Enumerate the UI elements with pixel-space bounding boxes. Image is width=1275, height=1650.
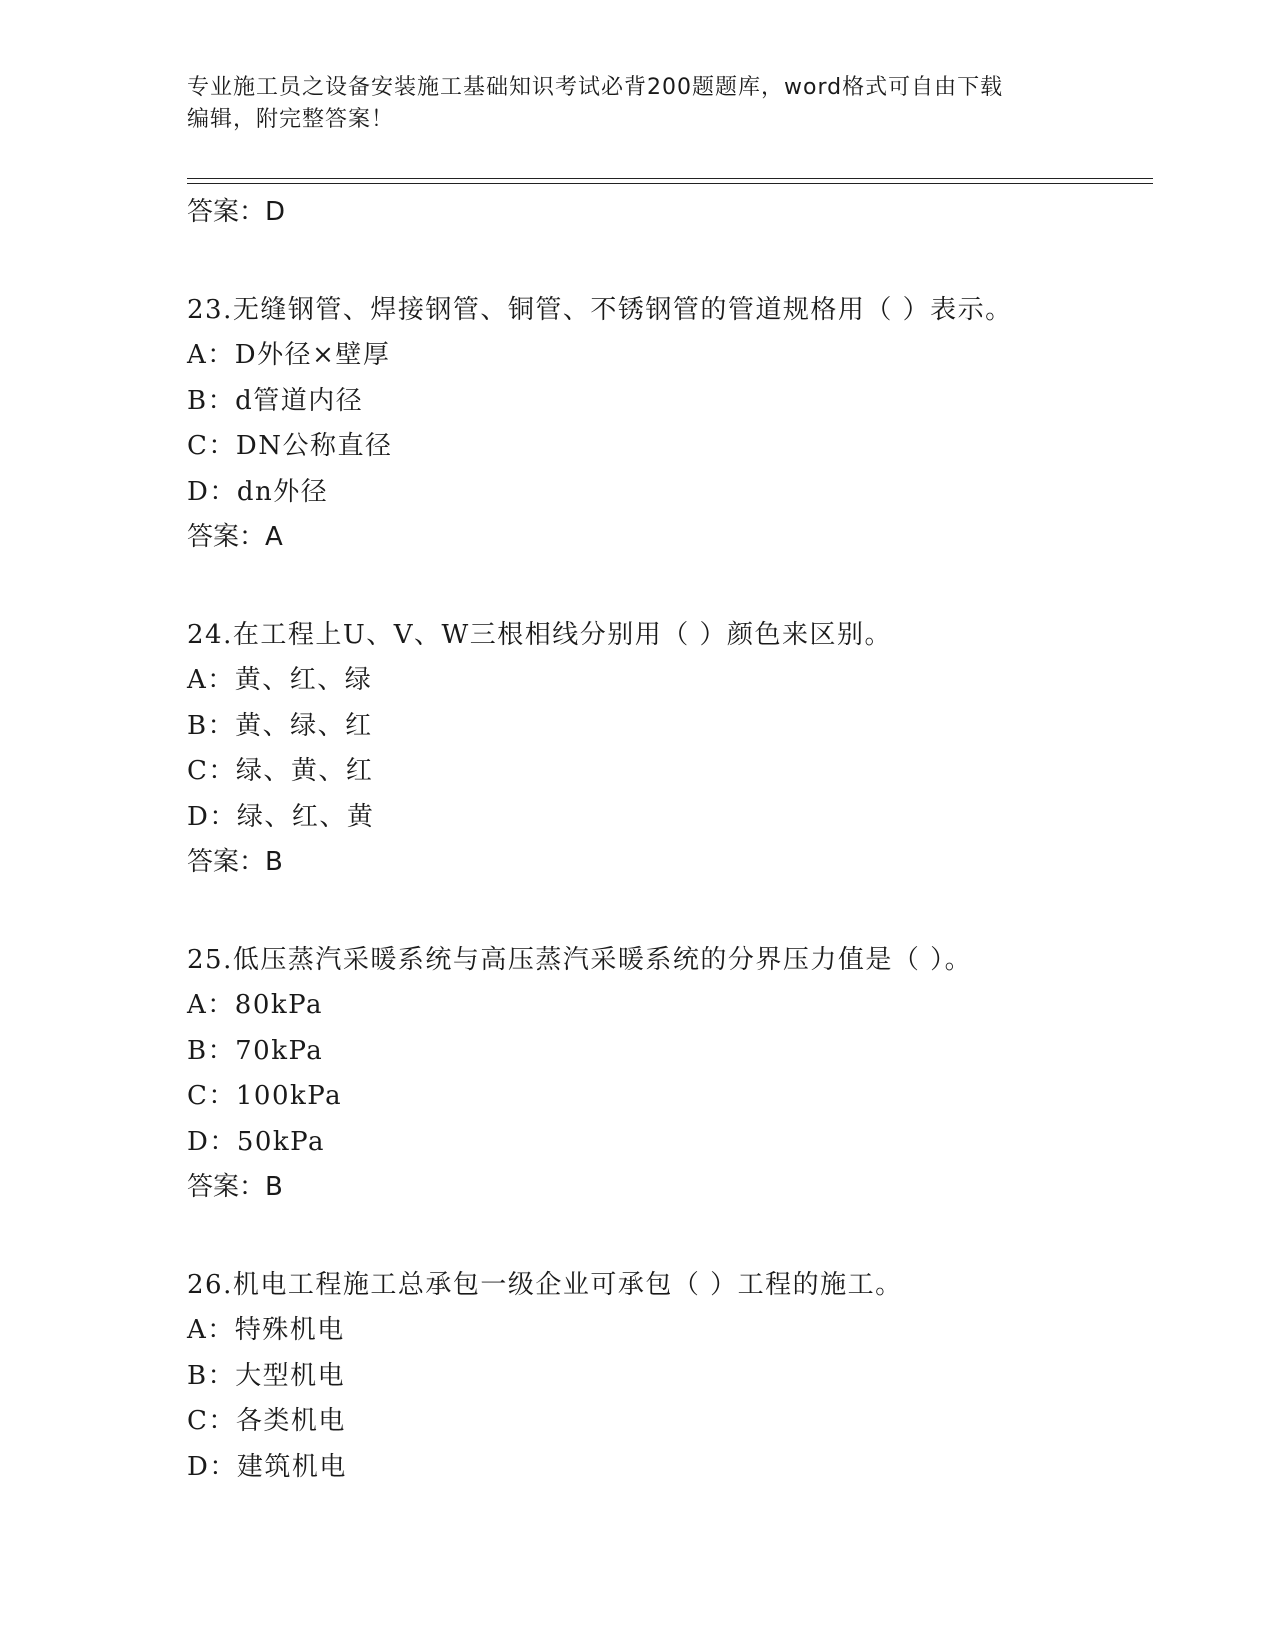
option-d: D：建筑机电 xyxy=(187,1451,347,1482)
answer-label: 答案：B xyxy=(187,847,283,877)
question-text: 25.低压蒸汽采暖系统与高压蒸汽采暖系统的分界压力值是（ ）。 xyxy=(187,945,973,975)
question-text: 23.无缝钢管、焊接钢管、铜管、不锈钢管的管道规格用（ ）表示。 xyxy=(187,295,1013,325)
answer-label: 答案：D xyxy=(187,197,286,227)
question-item-23 xyxy=(187,287,1147,560)
option-d: D：dn外径 xyxy=(187,476,329,507)
question-item-24 xyxy=(187,612,1147,885)
header-divider-bottom xyxy=(187,183,1153,184)
option-b: B：黄、绿、红 xyxy=(187,710,373,741)
option-a: A：黄、红、绿 xyxy=(187,665,373,695)
option-d: D：50kPa xyxy=(187,1126,326,1157)
question-item-26 xyxy=(187,1262,1147,1490)
question-text: 24.在工程上U、V、W三根相线分别用（ ）颜色来区别。 xyxy=(187,620,893,650)
option-c: C：DN公称直径 xyxy=(187,431,393,461)
option-a: A：特殊机电 xyxy=(187,1315,345,1345)
header-line-1: 专业施工员之设备安装施工基础知识考试必背200题题库，word格式可自由下载 xyxy=(187,75,1004,100)
question-list xyxy=(187,190,1147,1490)
option-c: C：100kPa xyxy=(187,1081,343,1111)
option-a: A：80kPa xyxy=(187,990,323,1020)
option-b: B：大型机电 xyxy=(187,1360,346,1391)
option-c: C：各类机电 xyxy=(187,1406,346,1436)
answer-label: 答案：A xyxy=(187,522,283,552)
answer-label: 答案：B xyxy=(187,1172,283,1202)
header-divider-top xyxy=(187,178,1153,179)
option-c: C：绿、黄、红 xyxy=(187,756,374,786)
option-b: B：70kPa xyxy=(187,1035,324,1066)
header-line-2: 编辑，附完整答案！ xyxy=(187,107,395,132)
question-item-25 xyxy=(187,937,1147,1210)
option-a: A：D外径×壁厚 xyxy=(187,340,391,370)
question-text: 26.机电工程施工总承包一级企业可承包（ ）工程的施工。 xyxy=(187,1270,903,1300)
option-d: D：绿、红、黄 xyxy=(187,801,375,832)
option-b: B：d管道内径 xyxy=(187,385,364,416)
document-header xyxy=(187,72,1087,136)
